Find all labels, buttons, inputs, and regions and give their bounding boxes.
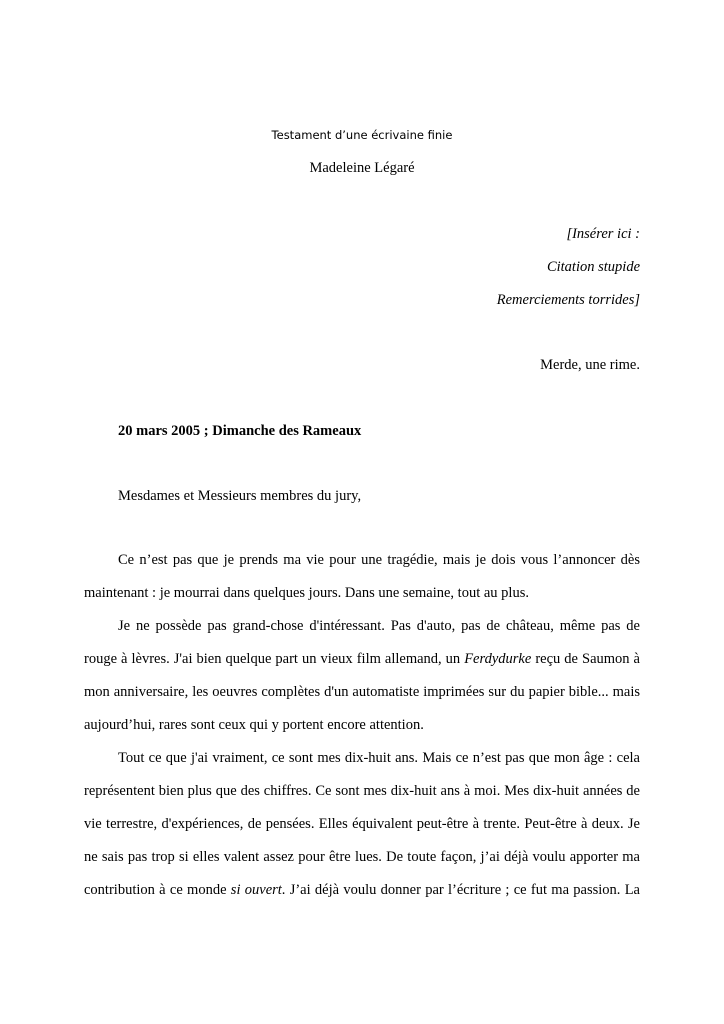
body-text bbox=[84, 544, 640, 907]
epigraph-line: Remerciements torrides] bbox=[496, 292, 640, 308]
header-title: Testament d’une écrivaine finie bbox=[271, 128, 453, 142]
paragraph bbox=[84, 544, 640, 610]
paragraph-text: reçu de Saumon à mon anniversaire, les oeuvres complètes d'un automatiste imprimées sur du papier bible... mais aujourd’hui, rares sont ceux qui y portent encore attention. bbox=[84, 651, 640, 733]
aside-remark: Merde, une rime. bbox=[540, 357, 640, 373]
paragraph-text: . J’ai déjà voulu donner par l’écriture ; ce fut ma passion. La bbox=[281, 882, 640, 898]
date-heading: 20 mars 2005 ; Dimanche des Rameaux bbox=[118, 423, 362, 439]
paragraph-text: Tout ce que j'ai vraiment, ce sont mes dix-huit ans. Mais ce n’est pas que mon âge : cela représentent bien plus que des chiffres. Ce sont mes dix-huit ans à moi. Mes dix-huit années de vie terrestre, d'expériences, de pensées. Elles équivalent peut-être à trente. Peut-être à deux. Je ne sais pas trop si elles valent assez pour être lues. De toute façon, j’ai déjà voulu apporter ma contribution à ce monde bbox=[84, 750, 640, 898]
epigraph-line: [Insérer ici : bbox=[566, 226, 640, 242]
emphasis-text: si ouvert bbox=[230, 882, 282, 898]
paragraph-text: Je ne possède pas grand-chose d'intéressant. Pas d'auto, pas de château, même pas de rouge à lèvres. J'ai bien quelque part un vieux film allemand, un bbox=[84, 618, 640, 667]
paragraph bbox=[84, 610, 640, 742]
epigraph-line: Citation stupide bbox=[546, 259, 640, 275]
paragraph bbox=[84, 742, 640, 907]
paragraph-text: Ce n’est pas que je prends ma vie pour une tragédie, mais je dois vous l’annoncer dès maintenant : je mourrai dans quelques jours. Dans une semaine, tout au plus. bbox=[84, 552, 640, 601]
book-title: Ferdydurke bbox=[464, 651, 532, 667]
author-name: Madeleine Légaré bbox=[309, 160, 415, 176]
salutation: Mesdames et Messieurs membres du jury, bbox=[118, 488, 362, 504]
